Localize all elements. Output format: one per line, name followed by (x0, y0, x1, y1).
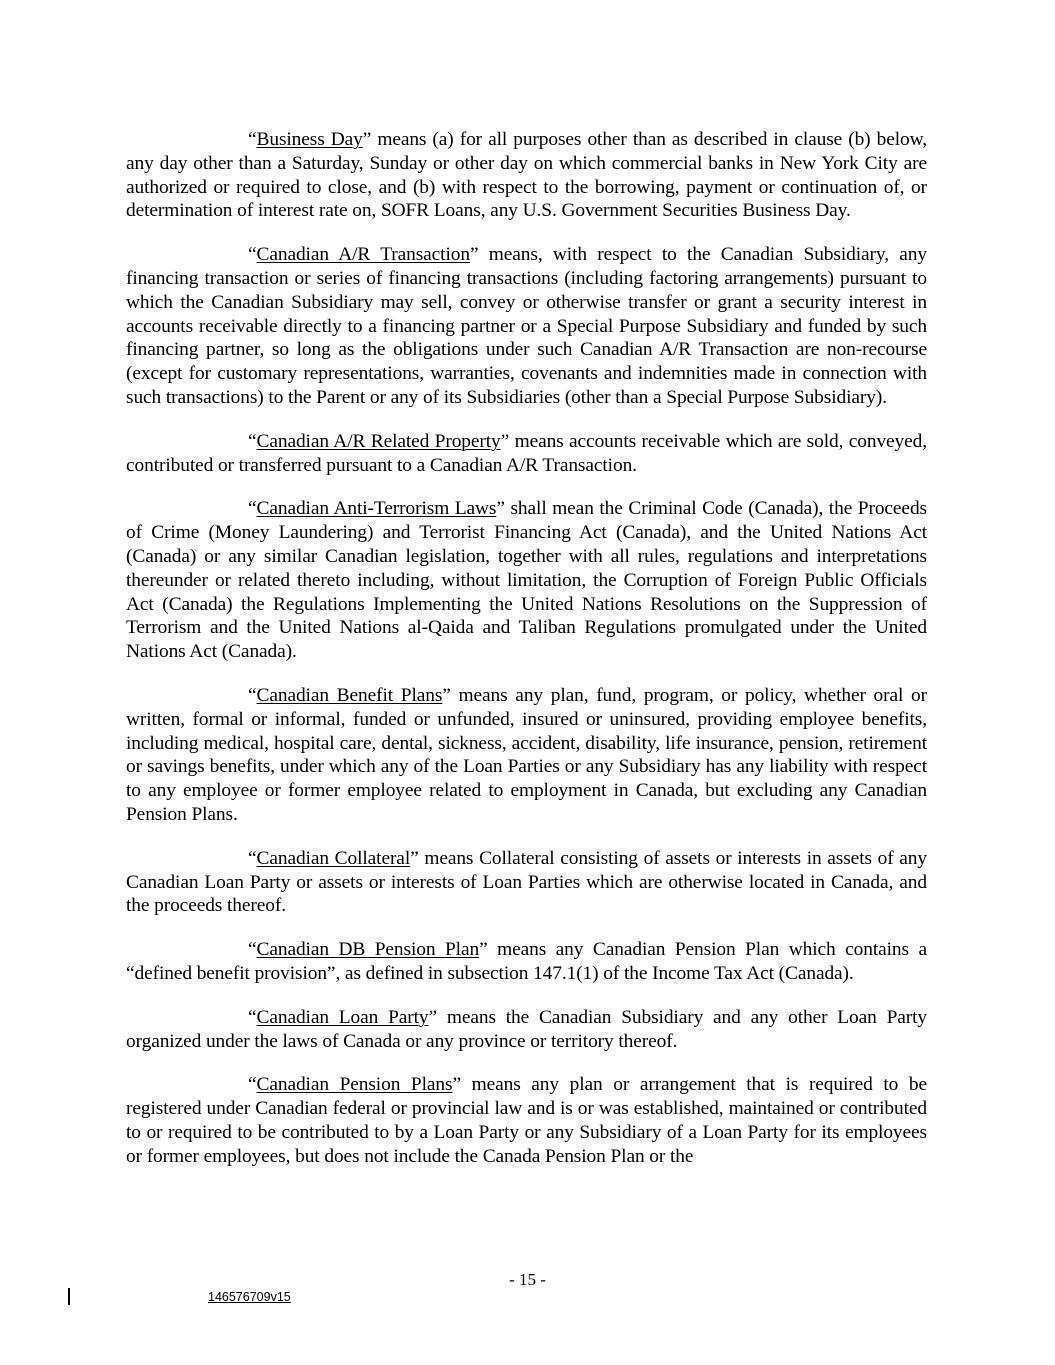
definition-canadian-ar-related-property: “Canadian A/R Related Property” means accounts receivable which are sold, conveyed, contributed or transferred pursuant to a Canadian A/R Transaction. (126, 430, 928, 476)
defined-term: Canadian A/R Transaction (256, 244, 470, 266)
definition-text: means Collateral consisting of assets or interests in assets of any Canadian Loan Party or assets or interests of Loan Parties which are otherwise located in Canada, and the proceeds thereof. (126, 847, 927, 917)
definition-business-day: “Business Day” means (a) for all purposes other than as described in clause (b) below, any day other than a Saturday, Sunday or other day on which commercial banks in New York City are authorized or required to close, and (b) with respect to the borrowing, payment or continuation of, or determination of interest rate on, SOFR Loans, any U.S. Government Securities Business Day. (126, 129, 927, 222)
page-number: - 15 - (509, 1270, 546, 1289)
definition-canadian-collateral: “Canadian Collateral” means Collateral consisting of assets or interests in assets of any Canadian Loan Party or assets or interests of Loan Parties which are otherwise located in Canada, and the proceeds thereof. (126, 847, 927, 917)
defined-term: Business Day (256, 129, 363, 150)
definition-text: means (a) for all purposes other than as described in clause (b) below, any day other than a Saturday, Sunday or other day on which commercial banks in New York City are authorized or required to close, and (b) with respect to the borrowing, payment or continuation of, or determination of interest rate on, SOFR Loans, any U.S. Government Securities Business Day. (126, 129, 927, 222)
definition-text: shall mean the Criminal Code (Canada), the Proceeds of Crime (Money Laundering) and Terrorist Financing Act (Canada), and the United Nations Act (Canada) or any similar Canadian legislation, together with all rules, regulations and interpretations thereunder or related thereto including, without limitation, the Corruption of Foreign Public Officials Act (Canada) the Regulations Implementing the United Nations Resolutions on the Suppression of Terrorism and the United Nations al-Qaida and Taliban Regulations promulgated under the United Nations Act (Canada). (126, 498, 927, 663)
definition-canadian-db-pension-plan: “Canadian DB Pension Plan” means any Canadian Pension Plan which contains a “defined benefit provision”, as defined in subsection 147.1(1) of the Income Tax Act (Canada). (126, 939, 927, 984)
definition-text: means any plan, fund, program, or policy, whether oral or written, formal or informal, funded or unfunded, insured or uninsured, providing employee benefits, including medical, hospital care, dental, sickness, accident, disability, life insurance, pension, retirement or savings benefits, under which any of the Loan Parties or any Subsidiary has any liability with respect to any employee or former employee related to employment in Canada, but excluding any Canadian Pension Plans. (126, 684, 927, 825)
definition-text: means, with respect to the Canadian Subsidiary, any financing transaction or series of financing transactions (including factoring arrangements) pursuant to which the Canadian Subsidiary may sell, convey or otherwise transfer or grant a security interest in accounts receivable directly to a financing partner or a Special Purpose Subsidiary and funded by such financing partner, so long as the obligations under such Canadian A/R Transaction are non-recourse (except for customary representations, warranties, covenants and indemnities made in connection with such transactions) to the Parent or any of its Subsidiaries (other than a Special Purpose Subsidiary). (126, 244, 927, 408)
definition-text: means the Canadian Subsidiary and any other Loan Party organized under the laws of Canada or any province or territory thereof. (126, 1006, 927, 1052)
revision-change-bar (68, 1288, 70, 1305)
definition-text: means any Canadian Pension Plan which contains a “defined benefit provision”, as defined in subsection 147.1(1) of the Income Tax Act (Canada). (126, 939, 927, 984)
document-id: 146576709v15 (208, 1290, 291, 1304)
definition-canadian-ar-transaction: “Canadian A/R Transaction” means, with respect to the Canadian Subsidiary, any financing transaction or series of financing transactions (including factoring arrangements) pursuant to which the Canadian Subsidiary may sell, convey or otherwise transfer or grant a security interest in accounts receivable directly to a financing partner or a Special Purpose Subsidiary and funded by such financing partner, so long as the obligations under such Canadian A/R Transaction are non-recourse (except for customary representations, warranties, covenants and indemnities made in connection with such transactions) to the Parent or any of its Subsidiaries (other than a Special Purpose Subsidiary). (126, 244, 927, 408)
defined-term: Canadian Anti-Terrorism Laws (256, 498, 497, 520)
defined-term: Canadian Collateral (256, 847, 411, 869)
defined-term: Canadian Benefit Plans (256, 684, 443, 706)
definition-canadian-pension-plans: “Canadian Pension Plans” means any plan or arrangement that is required to be registered under Canadian federal or provincial law and is or was established, maintained or contributed to or required to be contributed to by a Loan Party or any Subsidiary of a Loan Party for its employees or former employees, but does not include the Canada Pension Plan or the (126, 1074, 928, 1167)
defined-term: Canadian DB Pension Plan (256, 939, 480, 961)
definition-canadian-loan-party: “Canadian Loan Party” means the Canadian Subsidiary and any other Loan Party organized under the laws of Canada or any province or territory thereof. (126, 1006, 927, 1052)
definition-text: means accounts receivable which are sold, conveyed, contributed or transferred pursuant to a Canadian A/R Transaction. (126, 430, 928, 476)
defined-term: Canadian Pension Plans (256, 1074, 453, 1096)
definition-canadian-benefit-plans: “Canadian Benefit Plans” means any plan, fund, program, or policy, whether oral or written, formal or informal, funded or unfunded, insured or uninsured, providing employee benefits, including medical, hospital care, dental, sickness, accident, disability, life insurance, pension, retirement or savings benefits, under which any of the Loan Parties or any Subsidiary has any liability with respect to any employee or former employee related to employment in Canada, but excluding any Canadian Pension Plans. (126, 684, 927, 825)
definition-canadian-anti-terrorism-laws: “Canadian Anti-Terrorism Laws” shall mean the Criminal Code (Canada), the Proceeds of Crime (Money Laundering) and Terrorist Financing Act (Canada), and the United Nations Act (Canada) or any similar Canadian legislation, together with all rules, regulations and interpretations thereunder or related thereto including, without limitation, the Corruption of Foreign Public Officials Act (Canada) the Regulations Implementing the United Nations Resolutions on the Suppression of Terrorism and the United Nations al-Qaida and Taliban Regulations promulgated under the United Nations Act (Canada). (126, 498, 927, 663)
definitions-section (126, 128, 927, 1188)
defined-term: Canadian A/R Related Property (256, 430, 501, 452)
defined-term: Canadian Loan Party (256, 1006, 429, 1028)
definition-text: means any plan or arrangement that is required to be registered under Canadian federal or provincial law and is or was established, maintained or contributed to or required to be contributed to by a Loan Party or any Subsidiary of a Loan Party for its employees or former employees, but does not include the Canada Pension Plan or the (126, 1074, 928, 1167)
